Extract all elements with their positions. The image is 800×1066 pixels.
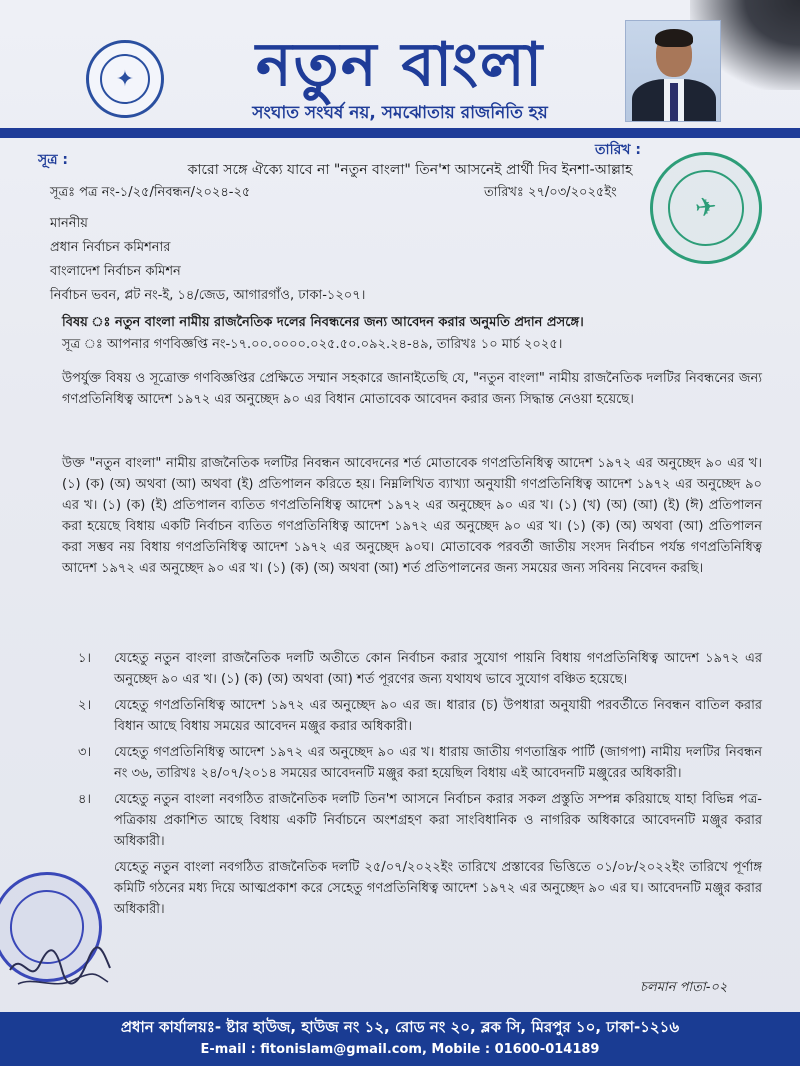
continued-page-note: চলমান পাতা-০২ xyxy=(640,980,728,995)
list-number: ৩। xyxy=(78,745,92,760)
recipient-line: বাংলাদেশ নির্বাচন কমিশন xyxy=(50,264,181,279)
green-stamp-emblem-icon: ✈ xyxy=(664,166,748,250)
list-item xyxy=(62,742,762,784)
contact-info: E-mail : fitonislam@gmail.com, Mobile : 01600-014189 xyxy=(200,1042,600,1057)
body-paragraph-2: উক্ত "নতুন বাংলা" নামীয় রাজনৈতিক দলটির নিবন্ধন আবেদনের শর্ত মোতাবেক গণপ্রতিনিধিত্ব আদেশ ১৯৭২ এর অনুচ্ছেদ ৯০ এর খ। (১) (ক) (অ) অথবা (আ) অথবা (ই) প্রতিপালন করিতে হয়। নিম্নলিখিত ব্যাখ্যা অনুযায়ী গণপ্রতিনিধিত্ব আদেশ ১৯৭২ এর অনুচ্ছেদ ৯০ এর খ। (১) (ক) (ই) প্রতিপালন ব্যতিত গণপ্রতিনিধিত্ব আদেশ ১৯৭২ এর অনুচ্ছেদ ৯০ এর খ। (১) (খ) (অ) (আ) (ই) (ঈ) প্রতিপালন করা হয়েছে বিধায় একটি নির্বাচন ব্যতিত গণপ্রতিনিধিত্ব আদেশ ১৯৭২ এর অনুচ্ছেদ ৯০ এর খ। (১) (ক) (অ) অথবা (আ) প্রতিপালন করা সম্ভব নয় বিধায় গণপ্রতিনিধিত্ব আদেশ ১৯৭২ এর অনুচ্ছেদ ৯০ঘ। মোতাবেক পরবর্তী জাতীয় সংসদ নির্বাচন পর্যন্ত গণপ্রতিনিধিত্ব আদেশ ১৯৭২ এর অনুচ্ছেদ ৯০ এর খ। (১) (ক) (অ) অথবা (আ) শর্ত প্রতিপালনের জন্য সময়ের জন্য সবিনয় নিবেদন করছি। xyxy=(62,456,762,576)
list-text: যেহেতু নতুন বাংলা নবগঠিত রাজনৈতিক দলটি তিন'শ আসনে নির্বাচন করার সকল প্রস্তুতি সম্পন্ন করিয়াছে যাহা বিভিন্ন পত্র-পত্রিকায় প্রকাশিত আছে বিধায় একটি নির্বাচনে অংশগ্রহণ করা সাংবিধানিক ও নাগরিক অধিকারে আবেদনটি মঞ্জুর করার অধিকারী। xyxy=(114,792,762,849)
points-list xyxy=(62,648,762,925)
list-number: ৪। xyxy=(78,792,92,807)
subject-block xyxy=(62,312,762,356)
tarikh-label: তারিখ : xyxy=(595,142,641,158)
office-address: প্রধান কার্যালয়ঃ- ষ্টার হাউজ, হাউজ নং ১২, রোড নং ২০, ব্লক সি, মিরপুর ১০, ঢাকা-১২১৬ xyxy=(120,1018,680,1036)
list-item xyxy=(62,789,762,852)
list-text: যেহেতু নতুন বাংলা রাজনৈতিক দলটি অতীতে কোন নির্বাচন করার সুযোগ পায়নি বিধায় গণপ্রতিনিধিত্ব আদেশ ১৯৭২ এর অনুচ্ছেদ ৯০ এর খ। (১) (ক) (অ) অথবা (আ) শর্ত পূরণের জন্য যথাযথ ভাবে সুযোগ বঞ্চিত হয়েছে। xyxy=(114,651,762,687)
recipient-line: প্রধান নির্বাচন কমিশনার xyxy=(50,240,171,255)
recipient-block xyxy=(50,212,365,308)
list-item xyxy=(62,695,762,737)
party-logo-icon xyxy=(86,40,164,118)
list-number: ২। xyxy=(78,698,92,713)
list-text: যেহেতু গণপ্রতিনিধিত্ব আদেশ ১৯৭২ এর অনুচ্ছেদ ৯০ এর খ। ধারায় জাতীয় গণতান্ত্রিক পার্টি (জাগপা) নামীয় দলটির নিবন্ধন নং ৩৬, তারিখঃ ২৪/০৭/২০১৪ সময়ের আবেদনটি মঞ্জুর করা হয়েছিল বিধায় এই আবেদনটি মঞ্জুরের অধিকারী। xyxy=(114,745,762,781)
letter-footer xyxy=(0,1012,800,1066)
subject-reference: সূত্র ঃ আপনার গণবিজ্ঞপ্তি নং-১৭.০০.০০০০.০২৫.৫০.০৯২.২৪-৪৯, তারিখঃ ১০ মার্চ ২০২৫। xyxy=(62,337,563,352)
recipient-line: মাননীয় xyxy=(50,216,88,231)
body-paragraph-1: উপর্যুক্ত বিষয় ও সূত্রোক্ত গণবিজ্ঞপ্তির প্রেক্ষিতে সম্মান সহকারে জানাইতেছি যে, "নতুন বাংলা" নামীয় রাজনৈতিক দলটির নিবন্ধনের জন্য গণপ্রতিনিধিত্ব আদেশ ১৯৭২ এর অনুচ্ছেদ ৯০ এর বিধান মোতাবেক আবেদন করার জন্য সিদ্ধান্ত নেওয়া হয়েছে। xyxy=(62,371,762,407)
reference-date: তারিখঃ ২৭/০৩/২০২৫ইং xyxy=(484,185,617,200)
party-motto: কারো সঙ্গে ঐক্যে যাবে না "নতুন বাংলা" তিন'শ আসনেই প্রার্থী দিব ইনশা-আল্লাহ xyxy=(187,162,633,178)
list-number: ১। xyxy=(78,651,92,666)
letterhead-title: নতুন বাংলা xyxy=(255,30,545,100)
letterhead-slogan: সংঘাত সংঘর্ষ নয়, সমঝোতায় রাজনিতি হয় xyxy=(252,103,548,123)
header-divider xyxy=(0,128,800,138)
leader-photo xyxy=(625,20,721,122)
list-item xyxy=(62,648,762,690)
signature-icon xyxy=(4,930,114,1000)
list-text: যেহেতু নতুন বাংলা নবগঠিত রাজনৈতিক দলটি ২৫/০৭/২০২২ইং তারিখে প্রস্তাবের ভিত্তিতে ০১/০৮/২০২২ইং তারিখে পূর্ণাঙ্গ কমিটি গঠনের মধ্য দিয়ে আত্মপ্রকাশ করে সেহেতু গণপ্রতিনিধিত্ব আদেশ ১৯৭২ এর অনুচ্ছেদ ৯০ এর ঘ। আবেদনটি মঞ্জুর করার অধিকারী। xyxy=(114,860,762,917)
reference-number: সূত্রঃ পত্র নং-১/২৫/নিবন্ধন/২০২৪-২৫ xyxy=(50,185,251,200)
subject-line: বিষয় ঃ নতুন বাংলা নামীয় রাজনৈতিক দলের নিবন্ধনের জন্য আবেদন করার অনুমতি প্রদান প্রসঙ্গে। xyxy=(62,315,584,330)
list-text: যেহেতু গণপ্রতিনিধিত্ব আদেশ ১৯৭২ এর অনুচ্ছেদ ৯০ এর জ। ধারার (চ) উপধারা অনুযায়ী পরবর্তীতে নিবন্ধন বাতিল করার বিধান আছে বিধায় সময়ের আবেদন মঞ্জুর করার অধিকারী। xyxy=(114,698,762,734)
sutro-label: সূত্র : xyxy=(38,152,69,168)
recipient-line: নির্বাচন ভবন, প্লট নং-ই, ১৪/জেড, আগারগাঁও, ঢাকা-১২০৭। xyxy=(50,288,366,303)
list-item xyxy=(62,857,762,920)
logo-emblem-icon: ✦ xyxy=(100,54,150,104)
